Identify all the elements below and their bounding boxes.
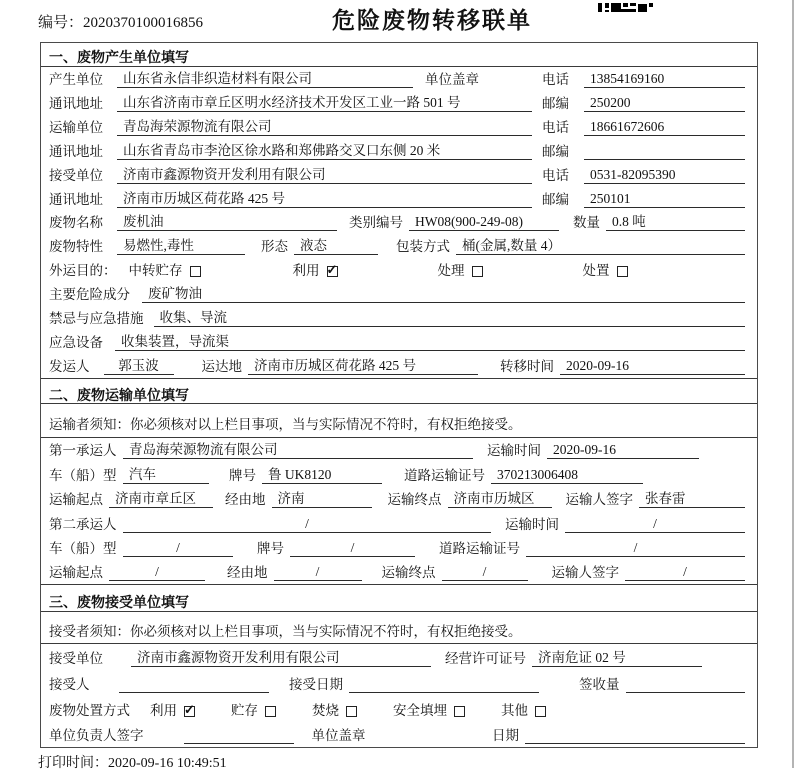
accept-person-label: 接受人: [49, 677, 90, 693]
vehicle2-license-label: 道路运输证号: [439, 541, 520, 556]
carrier2-value: /: [123, 515, 491, 533]
unit-stamp-label: 单位盖章: [311, 728, 366, 744]
receiver-zip-value: 250101: [584, 190, 745, 208]
hazard-label: 主要危险成分: [49, 287, 130, 303]
sign-date-value: [525, 743, 745, 744]
route2-via-label: 经由地: [227, 565, 268, 581]
accept-qty-label: 签收量: [579, 677, 620, 693]
accept-unit-label: 接受单位: [49, 651, 103, 667]
dispatch-dest-label: 运达地: [201, 358, 242, 374]
receiver-notice: 接受者须知：你必须核对以上栏目事项，当与实际情况不符时，有权拒绝接受。: [41, 612, 757, 644]
responsible-sign-row: [41, 722, 757, 747]
producer-addr-label: 通讯地址: [49, 95, 103, 111]
page-edge-line: [792, 0, 794, 768]
transporter-label: 运输单位: [49, 119, 103, 135]
transporter-phone-label: 电话: [542, 119, 569, 135]
vehicle1-license-label: 道路运输证号: [404, 467, 485, 483]
transporter-value: 青岛海荣源物流有限公司: [117, 118, 532, 136]
vehicle1-label: 车（船）型: [49, 467, 117, 483]
purpose-option-transfer-label: 中转贮存: [128, 263, 183, 279]
route2-sign-value: /: [625, 563, 745, 581]
producer-addr-value: 山东省济南市章丘区明水经济技术开发区工业一路 501 号: [117, 94, 532, 112]
dispatch-dest-value: 济南市历城区荷花路 425 号: [248, 357, 478, 375]
disposal-option-landfill: [393, 702, 465, 719]
serial-value: 2020370100016856: [83, 15, 204, 31]
producer-row: [41, 67, 757, 91]
route1-sign-label: 运输人签字: [565, 492, 633, 508]
waste-code-label: 类别编号: [349, 215, 403, 231]
vehicle2-row: [41, 536, 757, 560]
disposal-row: [41, 696, 757, 722]
accept-date-value: [349, 692, 539, 693]
equipment-value: 收集装置，导流渠: [115, 333, 745, 351]
responsible-sign-value: [184, 743, 294, 744]
transporter-addr-label: 通讯地址: [49, 143, 103, 159]
form-table: [40, 42, 758, 748]
waste-form-label: 形态: [261, 239, 288, 255]
route1-label: 运输起点: [49, 492, 103, 508]
section2-header: 二、废物运输单位填写: [41, 378, 757, 404]
purpose-transfer-checkbox: [190, 266, 201, 277]
waste-pack-label: 包装方式: [396, 239, 450, 255]
section1-header: 一、废物产生单位填写: [41, 43, 757, 67]
carrier2-label: 第二承运人: [49, 516, 117, 532]
disposal-landfill-checkbox: [454, 706, 465, 717]
carrier1-label: 第一承运人: [49, 443, 117, 459]
vehicle2-license-value: /: [526, 539, 745, 557]
receiver-value: 济南市鑫源物资开发利用有限公司: [117, 166, 532, 184]
vehicle1-row: [41, 462, 757, 486]
purpose-option-dispose: [583, 262, 628, 279]
transporter-zip-label: 邮编: [542, 143, 569, 159]
producer-label: 产生单位: [49, 71, 103, 87]
carrier2-time-label: 运输时间: [505, 516, 559, 532]
accept-person-value: [119, 692, 269, 693]
producer-value: 山东省永信非织造材料有限公司: [117, 70, 413, 88]
disposal-burn-checkbox: [346, 706, 357, 717]
disposal-option-store: [231, 702, 276, 719]
purpose-label: 外运目的：: [49, 263, 117, 279]
disposal-use-label: 利用: [150, 703, 177, 719]
vehicle1-license-value: 370213006408: [491, 466, 643, 484]
route2-via-value: /: [274, 563, 362, 581]
carrier2-row: [41, 511, 757, 535]
route2-end-value: /: [442, 563, 528, 581]
vehicle1-plate-label: 牌号: [229, 467, 256, 483]
purpose-treat-checkbox: [472, 266, 483, 277]
qr-code-fragment: [598, 0, 654, 18]
waste-qty-label: 数量: [573, 215, 600, 231]
disposal-store-label: 贮存: [231, 703, 258, 719]
receiver-address-row: [41, 187, 757, 211]
stamp-label: 单位盖章: [425, 71, 479, 87]
producer-address-row: [41, 91, 757, 115]
transporter-addr-value: 山东省青岛市李沧区徐水路和郑佛路交叉口东侧 20 米: [117, 142, 532, 160]
hazard-row: [41, 282, 757, 306]
emergency-value: 收集、导流: [154, 309, 746, 327]
print-time-value: 2020-09-16 10:49:51: [108, 756, 227, 771]
waste-form-value: 液态: [294, 237, 378, 255]
receiver-phone-value: 0531-82095390: [584, 166, 745, 184]
waste-name-label: 废物名称: [49, 215, 103, 231]
route2-label: 运输起点: [49, 565, 103, 581]
vehicle2-label: 车（船）型: [49, 541, 117, 556]
accept-person-row: [41, 670, 757, 696]
route1-via-value: 济南: [272, 490, 372, 508]
carrier1-row: [41, 438, 757, 462]
purpose-option-use-label: 利用: [292, 263, 320, 279]
route2-sign-label: 运输人签字: [551, 565, 619, 581]
disposal-other-checkbox: [535, 706, 546, 717]
purpose-option-transfer: [129, 262, 201, 279]
accept-date-label: 接受日期: [289, 677, 343, 693]
disposal-other-label: 其他: [501, 703, 528, 719]
waste-code-value: HW08(900-249-08): [409, 213, 559, 231]
route2-end-label: 运输终点: [381, 565, 436, 581]
waste-name-value: 废机油: [117, 213, 337, 231]
receiver-phone-label: 电话: [542, 167, 569, 183]
disposal-burn-label: 焚烧: [312, 703, 339, 719]
accept-license-label: 经营许可证号: [445, 651, 526, 667]
qr-pattern: [598, 3, 654, 13]
disposal-option-use: [150, 702, 195, 719]
vehicle2-plate-value: /: [290, 539, 415, 557]
serial-label: 编号：: [38, 15, 84, 31]
vehicle2-plate-label: 牌号: [257, 541, 284, 556]
waste-pack-value: 桶(金属,数量 4）: [456, 237, 745, 255]
purpose-option-treat: [438, 262, 483, 279]
disposal-option-burn: [312, 702, 357, 719]
carrier2-time-value: /: [565, 515, 745, 533]
purpose-option-use: [293, 262, 338, 279]
vehicle1-value: 汽车: [123, 466, 209, 484]
receiver-row: [41, 163, 757, 187]
route1-value: 济南市章丘区: [109, 490, 213, 508]
transporter-notice: 运输者须知：你必须核对以上栏目事项，当与实际情况不符时，有权拒绝接受。: [41, 404, 757, 438]
emergency-label: 禁忌与应急措施: [49, 311, 144, 327]
route1-via-label: 经由地: [225, 492, 266, 508]
accept-unit-value: 济南市鑫源物资开发利用有限公司: [131, 649, 431, 667]
receiver-zip-label: 邮编: [542, 191, 569, 207]
print-time: [38, 752, 227, 772]
disposal-label: 废物处置方式: [49, 703, 130, 719]
receiver-addr-label: 通讯地址: [49, 191, 103, 207]
producer-zip-label: 邮编: [542, 95, 569, 111]
waste-props-row: [41, 234, 757, 258]
purpose-option-treat-label: 处理: [437, 263, 465, 279]
transporter-row: [41, 115, 757, 139]
carrier1-time-value: 2020-09-16: [547, 441, 699, 459]
purpose-option-dispose-label: 处置: [582, 263, 610, 279]
form-title: 危险废物转移联单: [332, 7, 532, 33]
disposal-store-checkbox: [265, 706, 276, 717]
accept-qty-value: [626, 692, 746, 693]
waste-qty-value: 0.8 吨: [606, 213, 745, 231]
transporter-zip-value: [584, 159, 745, 160]
waste-props-value: 易燃性,毒性: [117, 237, 245, 255]
purpose-dispose-checkbox: [617, 266, 628, 277]
equipment-label: 应急设备: [49, 335, 103, 351]
dispatch-label: 发运人: [49, 358, 90, 374]
vehicle2-value: /: [123, 539, 233, 557]
route1-end-value: 济南市历城区: [448, 490, 552, 508]
emergency-row: [41, 306, 757, 330]
carrier1-value: 青岛海荣源物流有限公司: [123, 441, 473, 459]
disposal-use-checkbox: [184, 706, 195, 717]
disposal-option-other: [501, 702, 546, 719]
serial-number: [38, 11, 203, 32]
dispatch-time-label: 转移时间: [500, 358, 554, 374]
section3-header: 三、废物接受单位填写: [41, 584, 757, 612]
accept-license-value: 济南危证 02 号: [532, 649, 702, 667]
waste-name-row: [41, 211, 757, 235]
dispatch-value: 郭玉波: [104, 357, 174, 375]
producer-zip-value: 250200: [584, 94, 745, 112]
route1-sign-value: 张春雷: [639, 490, 745, 508]
sign-date-label: 日期: [492, 728, 519, 744]
responsible-sign-label: 单位负责人签字: [49, 728, 144, 744]
route1-row: [41, 487, 757, 511]
producer-phone-label: 电话: [542, 71, 569, 87]
waste-props-label: 废物特性: [49, 239, 103, 255]
receiver-addr-value: 济南市历城区荷花路 425 号: [117, 190, 532, 208]
equipment-row: [41, 330, 757, 354]
purpose-row: [41, 258, 757, 282]
dispatch-time-value: 2020-09-16: [560, 357, 745, 375]
carrier1-time-label: 运输时间: [487, 443, 541, 459]
dispatch-row: [41, 354, 757, 378]
purpose-use-checkbox: [327, 266, 338, 277]
route2-value: /: [109, 563, 205, 581]
disposal-landfill-label: 安全填埋: [393, 703, 447, 719]
transporter-address-row: [41, 139, 757, 163]
receiver-label: 接受单位: [49, 167, 103, 183]
route2-row: [41, 560, 757, 584]
vehicle1-plate-value: 鲁 UK8120: [262, 466, 382, 484]
producer-phone-value: 13854169160: [584, 70, 745, 88]
print-time-label: 打印时间：: [38, 756, 108, 771]
accept-unit-row: [41, 644, 757, 670]
transporter-phone-value: 18661672606: [584, 118, 745, 136]
route1-end-label: 运输终点: [387, 492, 442, 508]
hazard-value: 废矿物油: [142, 285, 745, 303]
